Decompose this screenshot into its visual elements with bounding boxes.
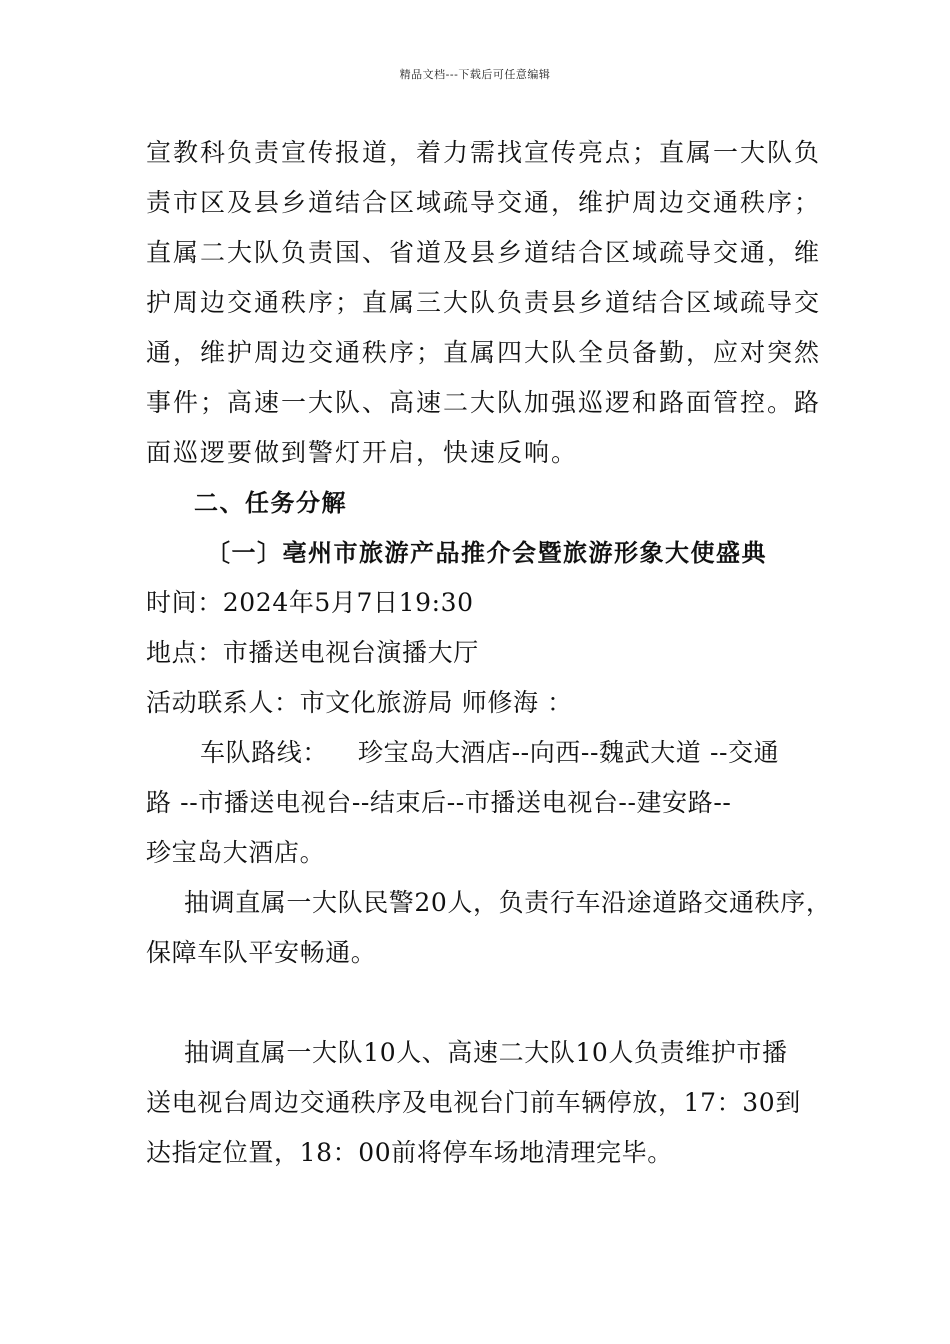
paragraph-line: 面巡逻要做到警灯开启，快速反响。	[146, 438, 579, 467]
section-title: 二、任务分解	[194, 489, 347, 517]
subsection-title: 〔一〕亳州市旅游产品推介会暨旅游形象大使盛典	[206, 539, 767, 567]
paragraph-line: 直属二大队负责国、省道及县乡道结合区域疏导交通，维	[146, 238, 822, 267]
paragraph-line: 抽调直属一大队10人、高速二大队10人负责维护市播	[184, 1038, 788, 1067]
paragraph-line: 事件；高速一大队、高速二大队加强巡逻和路面管控。路	[146, 388, 822, 417]
event-time: 时间：2024年5月7日19:30	[146, 588, 474, 617]
paragraph-line: 保障车队平安畅通。	[146, 938, 377, 967]
event-contact: 活动联系人：市文化旅游局 师修海 ：	[146, 688, 573, 717]
paragraph-line: 抽调直属一大队民警20人，负责行车沿途道路交通秩序，	[184, 888, 832, 917]
route-line: 路 --市播送电视台--结束后--市播送电视台--建安路--	[146, 788, 732, 817]
page-watermark-header: 精品文档---下载后可任意编辑	[399, 68, 551, 81]
paragraph-line: 通，维护周边交通秩序；直属四大队全员备勤，应对突然	[146, 338, 822, 367]
route-label: 车队路线：	[200, 738, 329, 767]
paragraph-line: 责市区及县乡道结合区域疏导交通，维护周边交通秩序；	[146, 188, 822, 217]
paragraph-line: 达指定位置，18：00前将停车场地清理完毕。	[146, 1138, 673, 1167]
event-location: 地点：市播送电视台演播大厅	[146, 638, 479, 667]
route-line: 珍宝岛大酒店。	[146, 838, 326, 867]
paragraph-line: 送电视台周边交通秩序及电视台门前车辆停放，17：30到	[146, 1088, 801, 1117]
route-line	[200, 736, 779, 770]
paragraph-line: 宣教科负责宣传报道，着力需找宣传亮点；直属一大队负	[146, 138, 822, 167]
paragraph-line: 护周边交通秩序；直属三大队负责县乡道结合区域疏导交	[146, 288, 822, 317]
route-text: 珍宝岛大酒店--向西--魏武大道 --交通	[358, 738, 780, 767]
